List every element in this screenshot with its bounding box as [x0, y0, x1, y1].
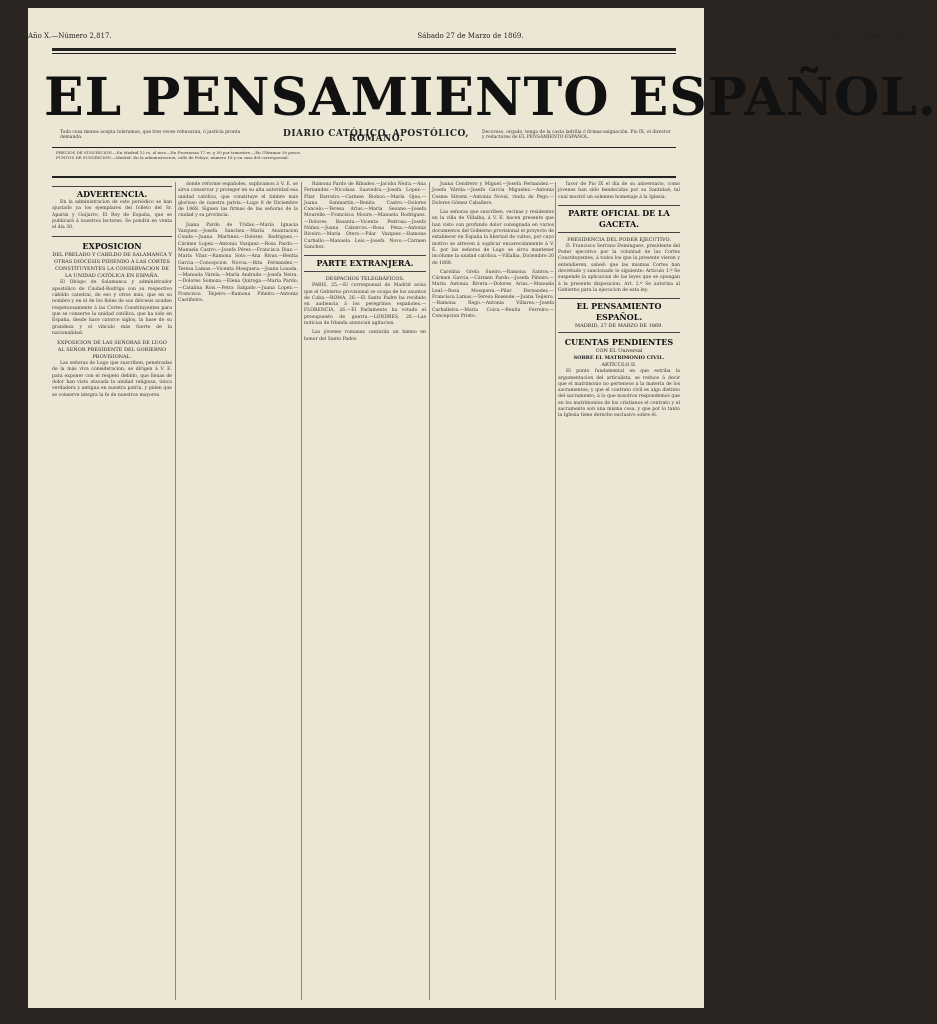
- subscription-prices: PRECIOS DE SUSCRICION.—En Madrid 12 rs. al mes.—En Provincias 17 rs. y 50 por trimestre.—En Ultramar 30 pesos.: [56, 150, 301, 155]
- top-rule-thin: [52, 53, 676, 54]
- telegrams-body: PARIS, 25.—El corresponsal de Madrid avisa que el Gobierno provisional se ocupa de los asuntos de Cuba.—ROMA, 26.—El Santo Padre ha recibido en audiencia á los peregrinos españoles.—FLORENCIA, 26.—El Parlamento ha votado el presupuesto de guerra.—LONDRES, 26.—Las noticias de Irlanda anuncian agitacion.: [304, 283, 426, 327]
- body-rule: [52, 176, 676, 178]
- col2-signatories: Juana Pardo de Tridas.—María Ignacia Vazquez.—Josefa Sanchez.—María Anuntacion Conde.—Juana Martinez.—Dolores Rodriguez.—Cármen Lopez.—Antonia Vazquez.—Rosa Pardo.—Manuela Castro.—Josefa Pérez.—Francisca Diaz.—María Vilar.—Ramona Soto.—Ana Rivas.—Benita Garcia.—Concepcion Novoa.—Rita Fernandez.—Teresa Lamas.—Vicenta Mosquera.—Juana Losada.—Manuela Várela.—María Andrade.—Josefa Neira.—Dolores Somoza.—Elena Quiroga.—María Pardo.—Catalina Rois.—Petra Salgado.—Juana Lopez.—Francisca Teijeiro.—Ramona Piñeiro.—Antonia Castiñeira.: [178, 222, 298, 304]
- column-divider: [175, 182, 176, 1000]
- telegrams-subheading: DESPACHOS TELEGRÁFICOS.: [325, 276, 405, 283]
- presidencia-subheading: PRESIDENCIA DEL PODER EJECUTIVO.: [567, 236, 671, 243]
- section-date: MADRID, 27 DE MARZO DE 1869.: [575, 323, 663, 330]
- issue-date: Sábado 27 de Marzo de 1869.: [417, 32, 524, 40]
- subscription-rule: [52, 147, 676, 148]
- advertencia-heading: ADVERTENCIA.: [76, 189, 148, 199]
- column-5: [558, 182, 680, 1002]
- top-rule: [52, 48, 676, 51]
- column-divider: [301, 182, 302, 1000]
- column-1: [52, 182, 172, 1002]
- exposicion-subheading: DEL PRELADO Y CABILDO DE SALAMANCA Y OTRAS DIÓCESIS PIDIENDO Á LAS CORTES CONSTITUYENTES LA CONSERVACION DE LA UNIDAD CATÓLICA EN ESPAÑA.: [52, 252, 172, 280]
- motto-right: Decoroso, orgado, tenga de la casta ladrilla ó firmas-asignación. Pío IX, el director y redactores de EL PENSAMIENTO ESPAÑOL.: [482, 130, 671, 140]
- exposicion-body: El Obispo de Salamanca y administrador apostólico de Ciudad-Rodrigo con su respectivo cabildo catedral, de eso y otros más, que en su nombre y en el de los fieles de sus diócesis acuden respetuosamente á las Cortes Constituyentes para que se conserve la unidad católica, que ha sido en España, desde hace catorce siglos, la base de su grandeza y el vínculo más fuerte de la nacionalidad.: [52, 280, 172, 336]
- advertencia-text: En la administracion de este periódico se han ajustado ya los ejemplares del folleto del Sr. Aparisi y Guijarro, El Rey de España, que se publicará á nuestros lectores. Se pondrá en venta el dia 30.: [52, 200, 172, 231]
- column-2: [178, 182, 298, 1002]
- matrimonio-body: El punto fundamental en que estriba la argumentacion del articulista, se reduce á decir que el matrimonio no pertenece á la materia de los sacramentos; y que el contrato civil es algo distinto del sacramento; á lo que nosotros respondemos que en los matrimonios de los cristianos el contrato y el sacramento son una misma cosa, y que por lo tanto la Iglesia tiene derecho exclusivo sobre él.: [558, 369, 680, 419]
- issue-number-right: Año X.—Número 2,817.: [829, 32, 913, 40]
- column-divider: [429, 182, 430, 1000]
- subtitle-line: [60, 130, 672, 152]
- issue-number-left: Año X.—Número 2,817.: [28, 32, 112, 40]
- col5-intro: favor de Pio IX el día de su aniversario, como jóvenes han sido bendecidas por su Santidad; tal cual mostró un solemne homenaje á la Iglesia.: [558, 182, 680, 200]
- subtitle: DIARIO CATÓLICO, APOSTÓLICO, ROMANO.: [283, 129, 469, 144]
- section-masthead: EL PENSAMIENTO ESPAÑOL.: [576, 301, 662, 323]
- col3-tail: Las jóvenes romanas cantarán un himno en honor del Santo Padre.: [304, 330, 426, 342]
- gaceta-body: D. Francisco Serrano Dominguez, presidente del Poder ejecutivo por la voluntad de las Cortes Constituyentes, á todos los que la presente vieren y entendieren, sabed: que las mismas Cortes han decretado y sancionado lo siguiente: Artículo 1.º Se suspende la aplicacion de las leyes que se opongan á la presente disposicion. Art. 2.º Se autoriza al Gobierno para la ejecucion de esta ley.: [558, 243, 680, 293]
- villalba-signatories: Carolina Grela Sueiro.—Ramona Santos.—Cármen Garcia.—Cármen Pardo.—Josefa Piñeiro.—María Antonia Rivera.—Dolores Arias.—Manuela Leal.—Rosa Mosquera.—Pilar Fernandez.—Francisca Lamas.—Teresa Rosende.—Juana Teijeiro.—Ramona Rego.—Antonia Villares.—Josefa Carballeira.—María Coira.—Benita Ferreiro.—Concepcion Prieto.: [432, 269, 554, 319]
- cuentas-subheading: CON EL Universal: [595, 348, 643, 355]
- subscription-points: PUNTOS DE SUSCRICION.—Madrid: En la administracion, calle de Pelayo, número 18 y en casa del corresponsal.: [56, 155, 289, 160]
- article-label: ARTÍCULO II.: [601, 362, 637, 369]
- header-meta: [28, 32, 913, 44]
- gaceta-heading: PARTE OFICIAL DE LA GACETA.: [568, 207, 670, 229]
- column-divider: [555, 182, 556, 1000]
- col4-signatories: Juana Cendrero y Miguel.—Josefa Fernandez.—Josefa Várela.—Josefa Garcia Miguelez.—Antonia Cosme Silvent.—Antonia Noval, viuda de Pego.—Dolores Gómez Caballero.: [432, 182, 554, 206]
- lugo-subheading: AL SEÑOR PRESIDENTE DEL GOBIERNO PROVISIONAL.: [57, 347, 167, 361]
- motto-left: Toda cosa menos acepta toleramos, que tres veces rehusaran, ó justicia pronta demanda.: [60, 130, 241, 140]
- subscription-terms: [56, 150, 676, 160]
- parte-extranjera-heading: PARTE EXTRANJERA.: [316, 258, 414, 269]
- col3-signatories: Ramona Pardo de Ribadeo.—Jacoba Neira.—Ana Fernandez.—Nicolasa Saavedra.—Josefa Lopez.—Pilar Barreiro.—Carmen Rioboo.—María Ojea.—Juana Sanmartín.—Benita Castro.—Dolores Cancelo.—Teresa Arias.—María Seoane.—Josefa Mourelle.—Francisca Moure.—Manuela Rodriguez.—Dolores Basanta.—Vicenta Pedrosa.—Josefa Núñez.—Juana Cabarcos.—Rosa Pena.—Antonia Riveiro.—María Otero.—Pilar Vazquez.—Ramona Carballo.—Manuela Leis.—Josefa Novo.—Cármen Sanchez.: [304, 182, 426, 250]
- col2-body: donde reforme españoles, suplicamos á V. E. se sirva conservar y proteger en su alta autoridad esa unidad católica, que constituye el timbre más glorioso de nuestra patria.—Lugo 8 de Diciembre de 1868. Siguen las firmas de las señoras de la ciudad y su provincia.: [178, 182, 298, 219]
- matrimonio-heading: SOBRE EL MATRIMONIO CIVIL.: [573, 355, 665, 362]
- column-4: [432, 182, 554, 1002]
- villalba-body: Las señoras que suscriben, vecinas y residentes en la villa de Villalba, á V. E. hacen presente que han visto con profundo dolor consignada en varios documentos del Gobierno provisional el proyecto de establecer en España la libertad de cultos, por cuyo motivo se atreven á suplicar encarecidamente á V. E. por las señoras de Lugo se sirva mantener incólume la unidad católica.—Villalba, Diciembre 20 de 1868.: [432, 210, 554, 266]
- column-3: [304, 182, 426, 1002]
- lugo-body: Las señoras de Lugo que suscriben, penetradas de la más viva consideracion, se dirigen á V. E. para exponer con el respeto debido, que llenas de dolor han visto atacada la unidad religiosa, única verdadera y antigua en nuestra patria, y piden que se conserve integra la fe de nuestros mayores.: [52, 361, 172, 398]
- lugo-heading: EXPOSICION DE LAS SEÑORAS DE LUGO: [57, 340, 167, 347]
- exposicion-heading: EXPOSICION: [82, 241, 142, 252]
- cuentas-heading: CUENTAS PENDIENTES: [564, 337, 674, 348]
- masthead-title: EL PENSAMIENTO ESPAÑOL.: [44, 67, 937, 128]
